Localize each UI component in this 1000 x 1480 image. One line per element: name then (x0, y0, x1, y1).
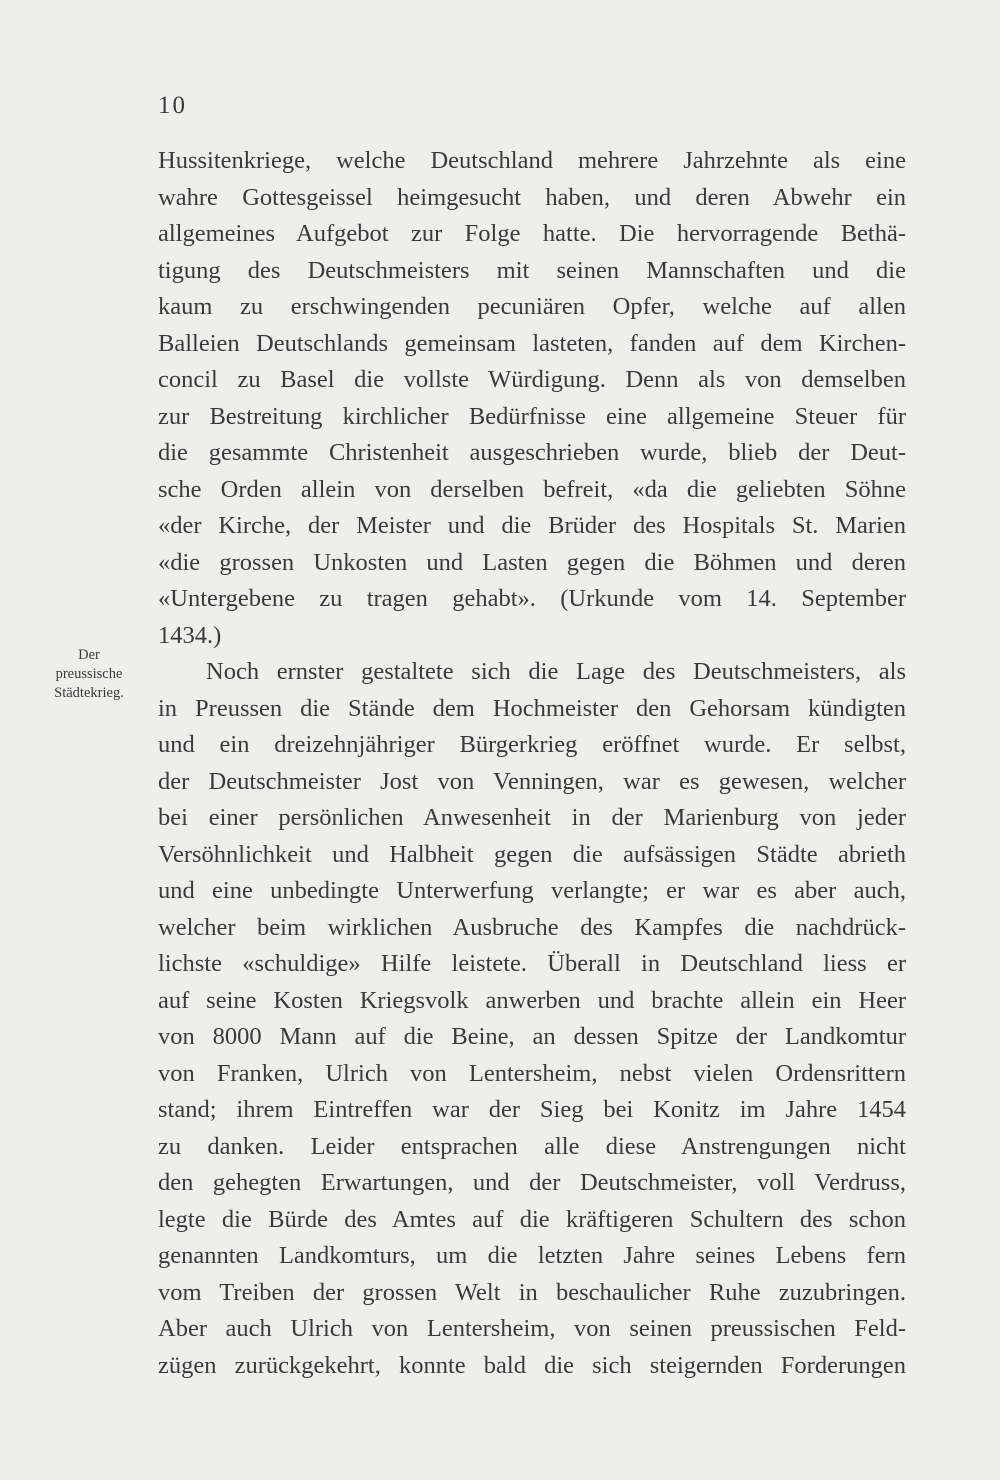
text-line: concil zu Basel die vollste Würdigung. Denn als von demselben (158, 366, 906, 393)
text-line: «die grossen Unkosten und Lasten gegen die Böhmen und deren (158, 548, 906, 576)
text-line: vom Treiben der grossen Welt in beschaulicher Ruhe zuzubringen. (158, 1278, 906, 1306)
text-line: wahre Gottesgeissel heimgesucht haben, und deren Abwehr ein (158, 183, 906, 211)
text-line: stand; ihrem Eintreffen war der Sieg bei Konitz im Jahre 1454 (158, 1096, 906, 1123)
text-line: tigung des Deutschmeisters mit seinen Mannschaften und die (158, 256, 906, 284)
text-line: genannten Landkomturs, um die letzten Jahre seines Lebens fern (158, 1242, 906, 1269)
text-line: auf seine Kosten Kriegsvolk anwerben und brachte allein ein Heer (158, 986, 906, 1014)
text-line: legte die Bürde des Amtes auf die kräftigeren Schultern des schon (158, 1205, 906, 1233)
text-line: lichste «schuldige» Hilfe leistete. Überall in Deutschland liess er (158, 950, 906, 977)
text-line: und ein dreizehnjähriger Bürgerkrieg eröffnet wurde. Er selbst, (158, 731, 906, 758)
text-line: Versöhnlichkeit und Halbheit gegen die aufsässigen Städte abrieth (158, 840, 906, 868)
text-line: Aber auch Ulrich von Lentersheim, von seinen preussischen Feld- (158, 1315, 906, 1342)
text-line: in Preussen die Stände dem Hochmeister den Gehorsam kündigten (158, 694, 906, 722)
text-line: welcher beim wirklichen Ausbruche des Kampfes die nachdrück- (158, 913, 906, 941)
text-line: bei einer persönlichen Anwesenheit in der Marienburg von jeder (158, 804, 906, 831)
text-line: Noch ernster gestaltete sich die Lage des Deutschmeisters, als (206, 658, 906, 685)
text-line: «Untergebene zu tragen gehabt». (Urkunde vom 14. September (158, 585, 906, 612)
text-line: allgemeines Aufgebot zur Folge hatte. Die hervorragende Bethä- (158, 220, 906, 247)
margin-note-line: Städtekrieg. (54, 685, 124, 701)
margin-note-line: preussische (55, 666, 123, 682)
text-line: zu danken. Leider entsprachen alle diese Anstrengungen nicht (158, 1132, 906, 1160)
text-line: Balleien Deutschlands gemeinsam lasteten, fanden auf dem Kirchen- (158, 329, 906, 357)
text-line: den gehegten Erwartungen, und der Deutschmeister, voll Verdruss, (158, 1169, 906, 1196)
text-line: 1434.) (158, 621, 222, 649)
text-line: «der Kirche, der Meister und die Brüder des Hospitals St. Marien (158, 512, 906, 539)
text-line: Hussitenkriege, welche Deutschland mehrere Jahrzehnte als eine (158, 147, 906, 174)
text-line: und eine unbedingte Unterwerfung verlangte; er war es aber auch, (158, 877, 906, 904)
text-line: der Deutschmeister Jost von Venningen, war es gewesen, welcher (158, 767, 906, 795)
margin-note (30, 646, 148, 703)
text-line: von Franken, Ulrich von Lentersheim, nebst vielen Ordensrittern (158, 1059, 906, 1087)
text-line: von 8000 Mann auf die Beine, an dessen Spitze der Landkomtur (158, 1023, 906, 1050)
text-line: kaum zu erschwingenden pecuniären Opfer, welche auf allen (158, 293, 906, 320)
text-line: zur Bestreitung kirchlicher Bedürfnisse eine allgemeine Steuer für (158, 402, 906, 430)
body-text (158, 143, 906, 1384)
margin-note-line: Der (78, 647, 100, 663)
page-number: 10 (158, 92, 187, 119)
text-line: zügen zurückgekehrt, konnte bald die sich steigernden Forderungen (158, 1351, 906, 1379)
text-line: sche Orden allein von derselben befreit, «da die geliebten Söhne (158, 475, 906, 503)
text-line: die gesammte Christenheit ausgeschrieben wurde, blieb der Deut- (158, 439, 906, 466)
